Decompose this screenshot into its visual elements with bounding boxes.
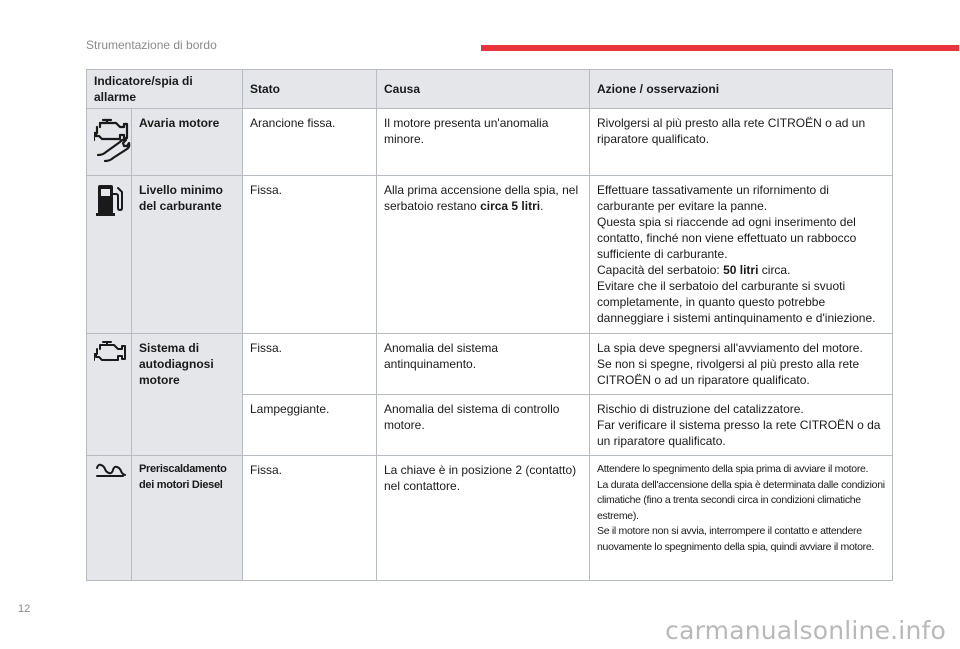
column-header-stato: Stato [243, 70, 377, 109]
azione-line: La durata dell'accensione della spia è determinata dalle condizioni climatiche (fino a trenta secondi circa in condizioni climatiche estreme). [597, 478, 885, 522]
indicator-name: Sistema di autodiagnosi motore [132, 334, 243, 456]
azione-line [597, 262, 885, 278]
azione-line: Rivolgersi al più presto alla rete CITROËN o ad un riparatore qualificato. [597, 116, 866, 146]
azione-line: Far verificare il sistema presso la rete CITROËN o da un riparatore qualificato. [597, 418, 881, 448]
azione-line: La spia deve spegnersi all'avviamento del motore. [597, 341, 863, 355]
table-row-preriscaldamento [87, 456, 893, 581]
table-row-livello-carburante [87, 176, 893, 334]
causa-cell: Anomalia del sistema antinquinamento. [377, 334, 590, 395]
indicator-name: Preriscaldamento dei motori Diesel [132, 456, 243, 581]
azione-cell [590, 456, 893, 581]
causa-cell: Anomalia del sistema di controllo motore. [377, 395, 590, 456]
azione-line: Attendere lo spegnimento della spia prima di avviare il motore. [597, 463, 869, 475]
icon-cell [87, 456, 132, 581]
section-accent-bar [481, 45, 959, 51]
icon-cell [87, 109, 132, 176]
causa-text: Alla prima accensione della spia, nel serbatoio restano [384, 183, 579, 213]
azione-line: Evitare che il serbatoio del carburante si svuoti completamente, in quanto questo potrebbe danneggiare i sistemi antinquinamento e d'iniezione. [597, 279, 876, 325]
azione-line: Rischio di distruzione del catalizzatore. [597, 402, 804, 416]
capacity-value: 50 litri [723, 263, 759, 277]
icon-cell [87, 176, 132, 334]
capacity-label: Capacità del serbatoio: [597, 263, 724, 277]
engine-wrench-icon [94, 115, 132, 163]
stato-cell: Fissa. [243, 456, 377, 581]
table-row-avaria-motore [87, 109, 893, 176]
causa-text-end: . [540, 199, 544, 213]
warning-lights-table [86, 69, 893, 581]
section-title: Strumentazione di bordo [86, 38, 217, 52]
azione-cell [590, 395, 893, 456]
table-row-autodiagnosi-fissa [87, 334, 893, 395]
azione-cell [590, 334, 893, 395]
indicator-name: Livello minimo del carburante [132, 176, 243, 334]
column-header-causa: Causa [377, 70, 590, 109]
fuel-pump-icon [95, 182, 123, 218]
table-header-row [87, 70, 893, 109]
azione-line: Se non si spegne, rivolgersi al più presto alla rete CITROËN o ad un riparatore qualificato. [597, 357, 860, 387]
glow-plug-icon [94, 462, 126, 480]
column-header-indicator: Indicatore/spia di allarme [87, 70, 243, 109]
stato-cell: Fissa. [243, 334, 377, 395]
page-number: 12 [18, 603, 31, 615]
causa-cell: Il motore presenta un'anomalia minore. [377, 109, 590, 176]
azione-cell [590, 109, 893, 176]
indicator-name: Avaria motore [132, 109, 243, 176]
stato-cell: Fissa. [243, 176, 377, 334]
azione-line: Effettuare tassativamente un rifornimento di carburante per evitare la panne. [597, 183, 829, 213]
azione-line: Questa spia si riaccende ad ogni inserimento del contatto, finché non viene effettuato un rabbocco sufficiente di carburante. [597, 215, 857, 261]
causa-cell: La chiave è in posizione 2 (contatto) nel contattore. [377, 456, 590, 581]
stato-cell: Lampeggiante. [243, 395, 377, 456]
azione-cell [590, 176, 893, 334]
causa-cell [377, 176, 590, 334]
engine-outline-icon [94, 340, 128, 364]
stato-cell: Arancione fissa. [243, 109, 377, 176]
column-header-azione: Azione / osservazioni [590, 70, 893, 109]
capacity-suffix: circa. [758, 263, 791, 277]
azione-line: Se il motore non si avvia, interrompere il contatto e attendere nuovamente lo spegnimento della spia, quindi avviare il motore. [597, 525, 875, 553]
watermark: carmanualsonline.info [665, 616, 946, 645]
icon-cell [87, 334, 132, 456]
causa-highlight: circa 5 litri [480, 199, 541, 213]
